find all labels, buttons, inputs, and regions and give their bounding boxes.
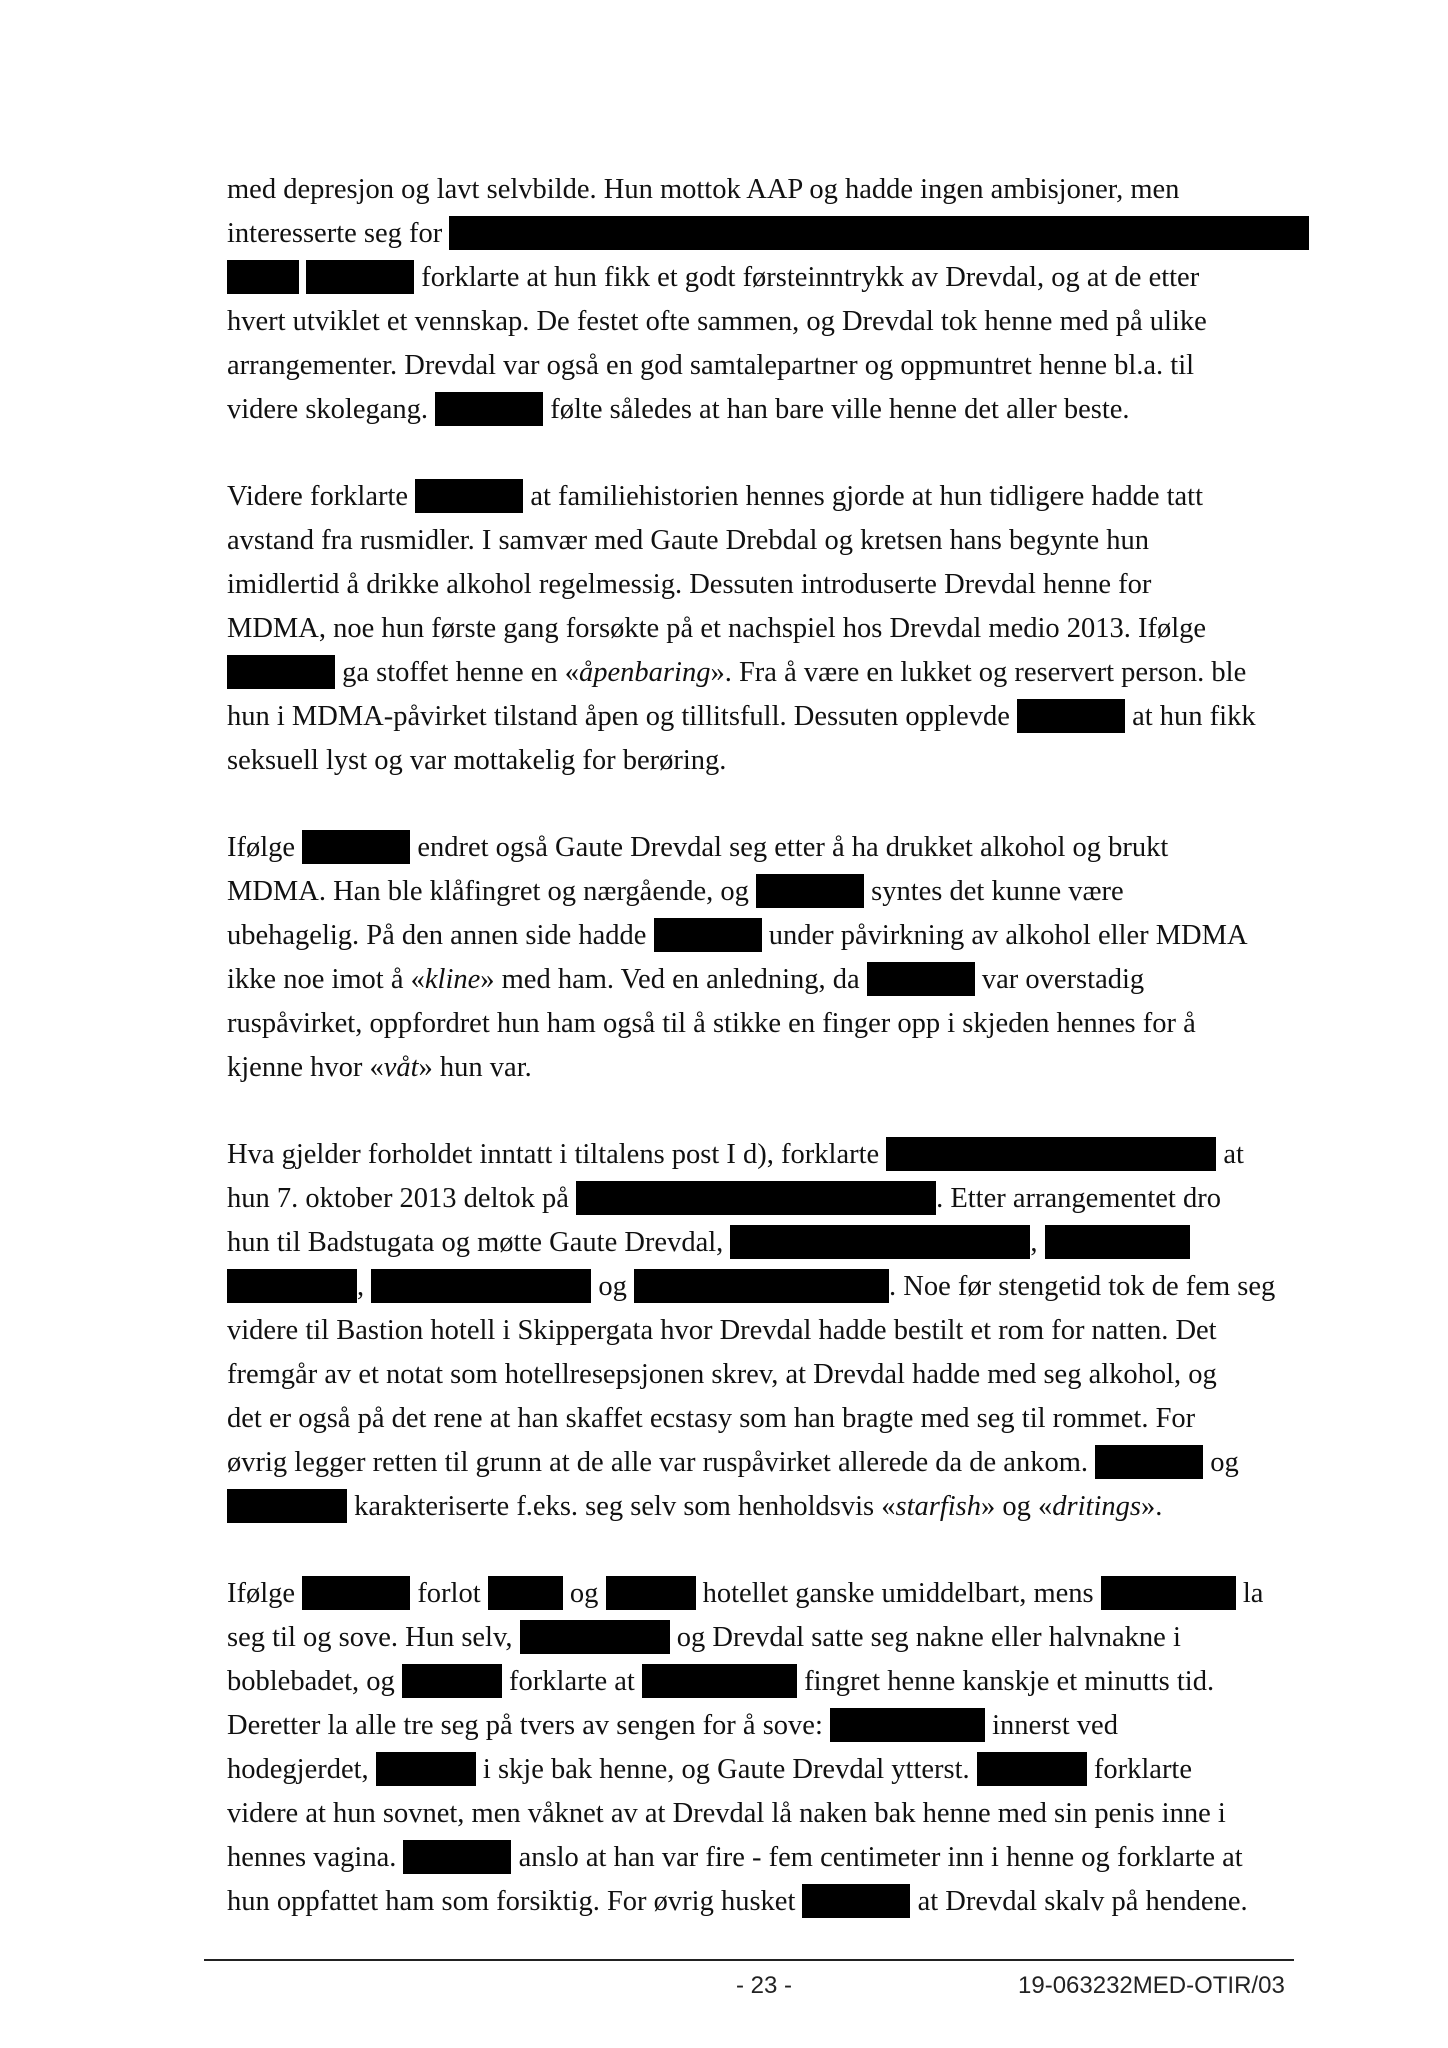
text-line: MDMA. Han ble klåfingret og nærgående, og syntes det kunne være: [227, 876, 1124, 907]
redaction-box: [435, 392, 543, 426]
paragraph: [227, 168, 1305, 432]
text-line: øvrig legger retten til grunn at de alle var ruspåvirket allerede da de ankom. og: [227, 1447, 1239, 1478]
redaction-box: [1045, 1225, 1190, 1259]
redaction-box: [830, 1708, 985, 1742]
text-line: fremgår av et notat som hotellresepsjonen skrev, at Drevdal hadde med seg alkohol, og: [227, 1359, 1217, 1390]
text-line: hodegjerdet, i skje bak henne, og Gaute Drevdal ytterst. forklarte: [227, 1754, 1192, 1785]
case-reference: 19-063232MED-OTIR/03: [1018, 1972, 1285, 1999]
text-line: imidlertid å drikke alkohol regelmessig. Dessuten introduserte Drevdal henne for: [227, 569, 1152, 600]
redaction-box: [227, 655, 335, 689]
text-line: Ifølge endret også Gaute Drevdal seg etter å ha drukket alkohol og brukt: [227, 832, 1169, 863]
redaction-box: [227, 1269, 357, 1303]
footer-rule: [204, 1959, 1294, 1961]
redaction-box: [520, 1620, 670, 1654]
redaction-box: [371, 1269, 591, 1303]
paragraph: [227, 826, 1305, 1090]
text-line: videre til Bastion hotell i Skippergata hvor Drevdal hadde bestilt et rom for natten. Det: [227, 1315, 1217, 1346]
redaction-box: [449, 216, 1309, 250]
italic-term: våt: [383, 1052, 419, 1083]
text-line: med depresjon og lavt selvbilde. Hun mottok AAP og hadde ingen ambisjoner, men: [227, 174, 1180, 205]
redaction-box: [1017, 699, 1125, 733]
text-line: hun i MDMA-påvirket tilstand åpen og tillitsfull. Dessuten opplevde at hun fikk: [227, 701, 1256, 732]
text-line: karakteriserte f.eks. seg selv som henholdsvis «starfish» og «dritings».: [227, 1485, 1305, 1529]
paragraph: [227, 475, 1305, 783]
text-line: boblebadet, og forklarte at fingret henne kanskje et minutts tid.: [227, 1666, 1215, 1697]
text-line: Ifølge forlot og hotellet ganske umiddelbart, mens la: [227, 1578, 1264, 1609]
text-line: ga stoffet henne en «åpenbaring». Fra å være en lukket og reservert person. ble: [227, 651, 1305, 695]
redaction-box: [302, 830, 410, 864]
text-line: hvert utviklet et vennskap. De festet ofte sammen, og Drevdal tok henne med på ulike: [227, 306, 1207, 337]
text-line: Hva gjelder forholdet inntatt i tiltalens post I d), forklarte at: [227, 1139, 1244, 1170]
text-line: videre skolegang. følte således at han bare ville henne det aller beste.: [227, 394, 1130, 425]
page-number: - 23 -: [736, 1972, 793, 1999]
redaction-box: [302, 1576, 410, 1610]
italic-term: kline: [424, 964, 481, 995]
redaction-box: [376, 1752, 476, 1786]
text-line: ruspåvirket, oppfordret hun ham også til å stikke en finger opp i skjeden hennes for å: [227, 1008, 1196, 1039]
text-line: hun oppfattet ham som forsiktig. For øvrig husket at Drevdal skalv på hendene.: [227, 1886, 1248, 1917]
text-line: , og . Noe før stengetid tok de fem seg: [227, 1265, 1305, 1309]
text-line: det er også på det rene at han skaffet ecstasy som han bragte med seg til rommet. For: [227, 1403, 1196, 1434]
redaction-box: [756, 874, 864, 908]
text-line: avstand fra rusmidler. I samvær med Gaute Drebdal og kretsen hans begynte hun: [227, 525, 1150, 556]
redaction-box: [1101, 1576, 1236, 1610]
text-line: seg til og sove. Hun selv, og Drevdal satte seg nakne eller halvnakne i: [227, 1622, 1181, 1653]
text-line: seksuell lyst og var mottakelig for berøring.: [227, 745, 727, 776]
text-line: hennes vagina. anslo at han var fire - fem centimeter inn i henne og forklarte at: [227, 1842, 1243, 1873]
redaction-box: [402, 1664, 502, 1698]
redaction-box: [977, 1752, 1087, 1786]
italic-term: åpenbaring: [579, 657, 711, 688]
text-line: Deretter la alle tre seg på tvers av sengen for å sove: innerst ved: [227, 1710, 1118, 1741]
redaction-box: [886, 1137, 1216, 1171]
text-line: hun 7. oktober 2013 deltok på . Etter arrangementet dro: [227, 1183, 1221, 1214]
text-line: videre at hun sovnet, men våknet av at Drevdal lå naken bak henne med sin penis inne i: [227, 1798, 1226, 1829]
text-line: forklarte at hun fikk et godt førsteinntrykk av Drevdal, og at de etter: [227, 256, 1305, 300]
redaction-box: [634, 1269, 889, 1303]
redaction-box: [576, 1181, 936, 1215]
redaction-box: [1095, 1445, 1203, 1479]
text-line: arrangementer. Drevdal var også en god samtalepartner og oppmuntret henne bl.a. til: [227, 350, 1195, 381]
paragraph: [227, 1572, 1305, 1924]
redaction-box: [802, 1884, 910, 1918]
text-line: Videre forklarte at familiehistorien hennes gjorde at hun tidligere hadde tatt: [227, 481, 1204, 512]
redaction-box: [306, 260, 414, 294]
redaction-box: [403, 1840, 511, 1874]
italic-term: starfish: [895, 1491, 982, 1522]
paragraph: [227, 1133, 1305, 1529]
text-line: ubehagelig. På den annen side hadde under påvirkning av alkohol eller MDMA: [227, 920, 1248, 951]
italic-term: dritings: [1052, 1491, 1141, 1522]
redaction-box: [642, 1664, 797, 1698]
text-line: ikke noe imot å «kline» med ham. Ved en anledning, da var overstadig: [227, 964, 1145, 995]
text-line: kjenne hvor «våt» hun var.: [227, 1052, 532, 1083]
redaction-box: [606, 1576, 696, 1610]
text-line: MDMA, noe hun første gang forsøkte på et nachspiel hos Drevdal medio 2013. Ifølge: [227, 613, 1207, 644]
redaction-box: [488, 1576, 563, 1610]
redaction-box: [867, 962, 975, 996]
redaction-box: [730, 1225, 1030, 1259]
redaction-box: [654, 918, 762, 952]
redaction-box: [227, 260, 299, 294]
redaction-box: [227, 1489, 347, 1523]
text-line: hun til Badstugata og møtte Gaute Drevdal, ,: [227, 1221, 1305, 1265]
redaction-box: [415, 479, 523, 513]
text-line: interesserte seg for: [227, 212, 1305, 256]
